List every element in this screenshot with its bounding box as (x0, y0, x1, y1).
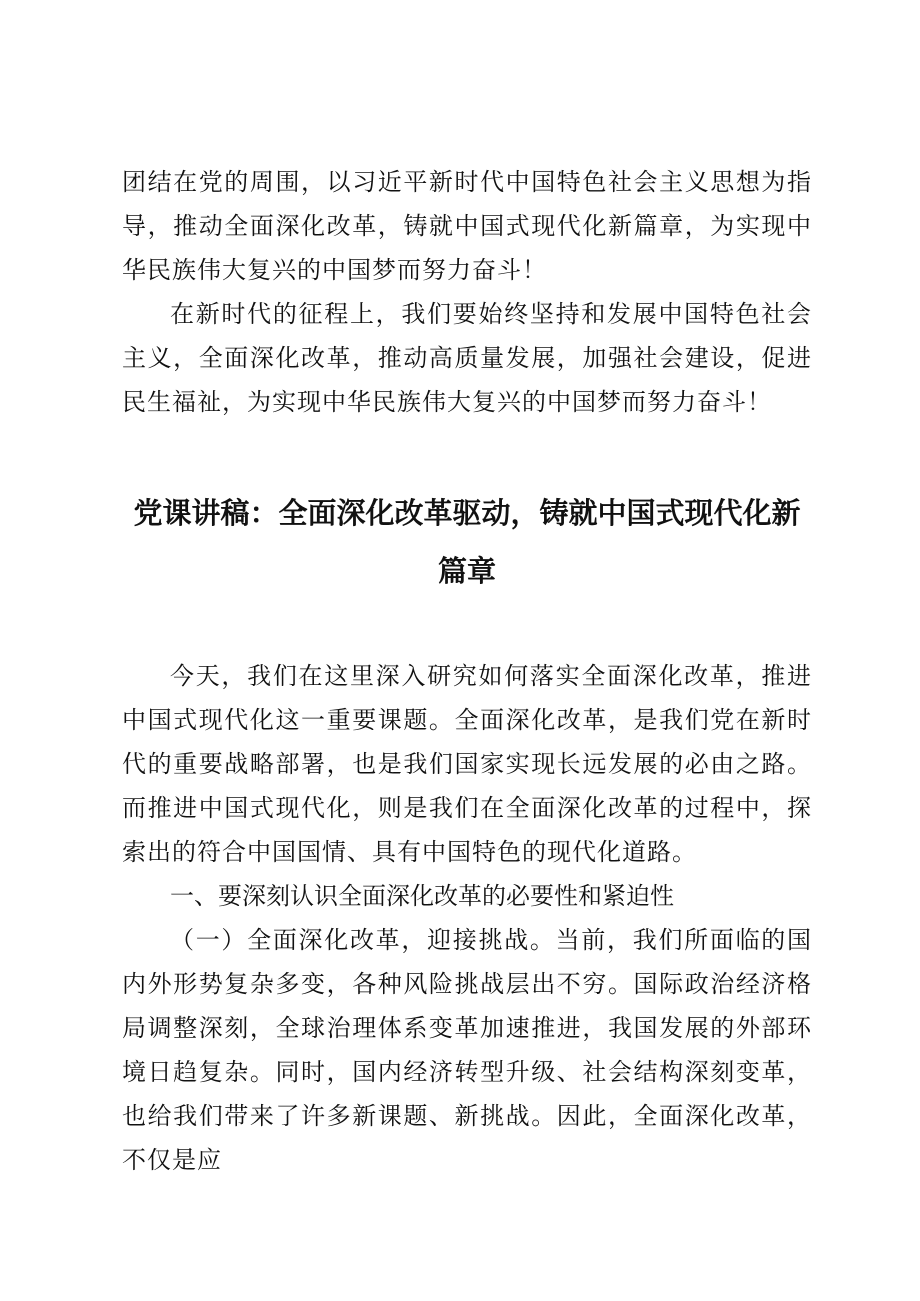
document-content (122, 160, 812, 1182)
intro-paragraph: 今天，我们在这里深入研究如何落实全面深化改革，推进中国式现代化这一重要课题。全面深化改革，是我们党在新时代的重要战略部署，也是我们国家实现长远发展的必由之路。而推进中国式现代化，则是我们在全面深化改革的过程中，探索出的符合中国国情、具有中国特色的现代化道路。 (122, 662, 812, 866)
page-title: 党课讲稿：全面深化改革驱动，铸就中国式现代化新篇章 (133, 496, 801, 588)
title-block (122, 484, 812, 600)
section-paragraph: （一）全面深化改革，迎接挑战。当前，我们所面临的国内外形势复杂多变，各种风险挑战层出不穷。国际政治经济格局调整深刻，全球治理体系变革加速推进，我国发展的外部环境日趋复杂。同时，国内经济转型升级、社会结构深刻变革，也给我们带来了许多新课题、新挑战。因此，全面深化改革，不仅是应 (122, 926, 812, 1174)
section-heading: 一、要深刻认识全面深化改革的必要性和紧迫性 (170, 882, 674, 910)
continuation-paragraph: 团结在党的周围，以习近平新时代中国特色社会主义思想为指导，推动全面深化改革，铸就中国式现代化新篇章，为实现中华民族伟大复兴的中国梦而努力奋斗！ (122, 168, 812, 284)
closing-paragraph: 在新时代的征程上，我们要始终坚持和发展中国特色社会主义，全面深化改革，推动高质量发展，加强社会建设，促进民生福祉，为实现中华民族伟大复兴的中国梦而努力奋斗！ (122, 300, 812, 416)
